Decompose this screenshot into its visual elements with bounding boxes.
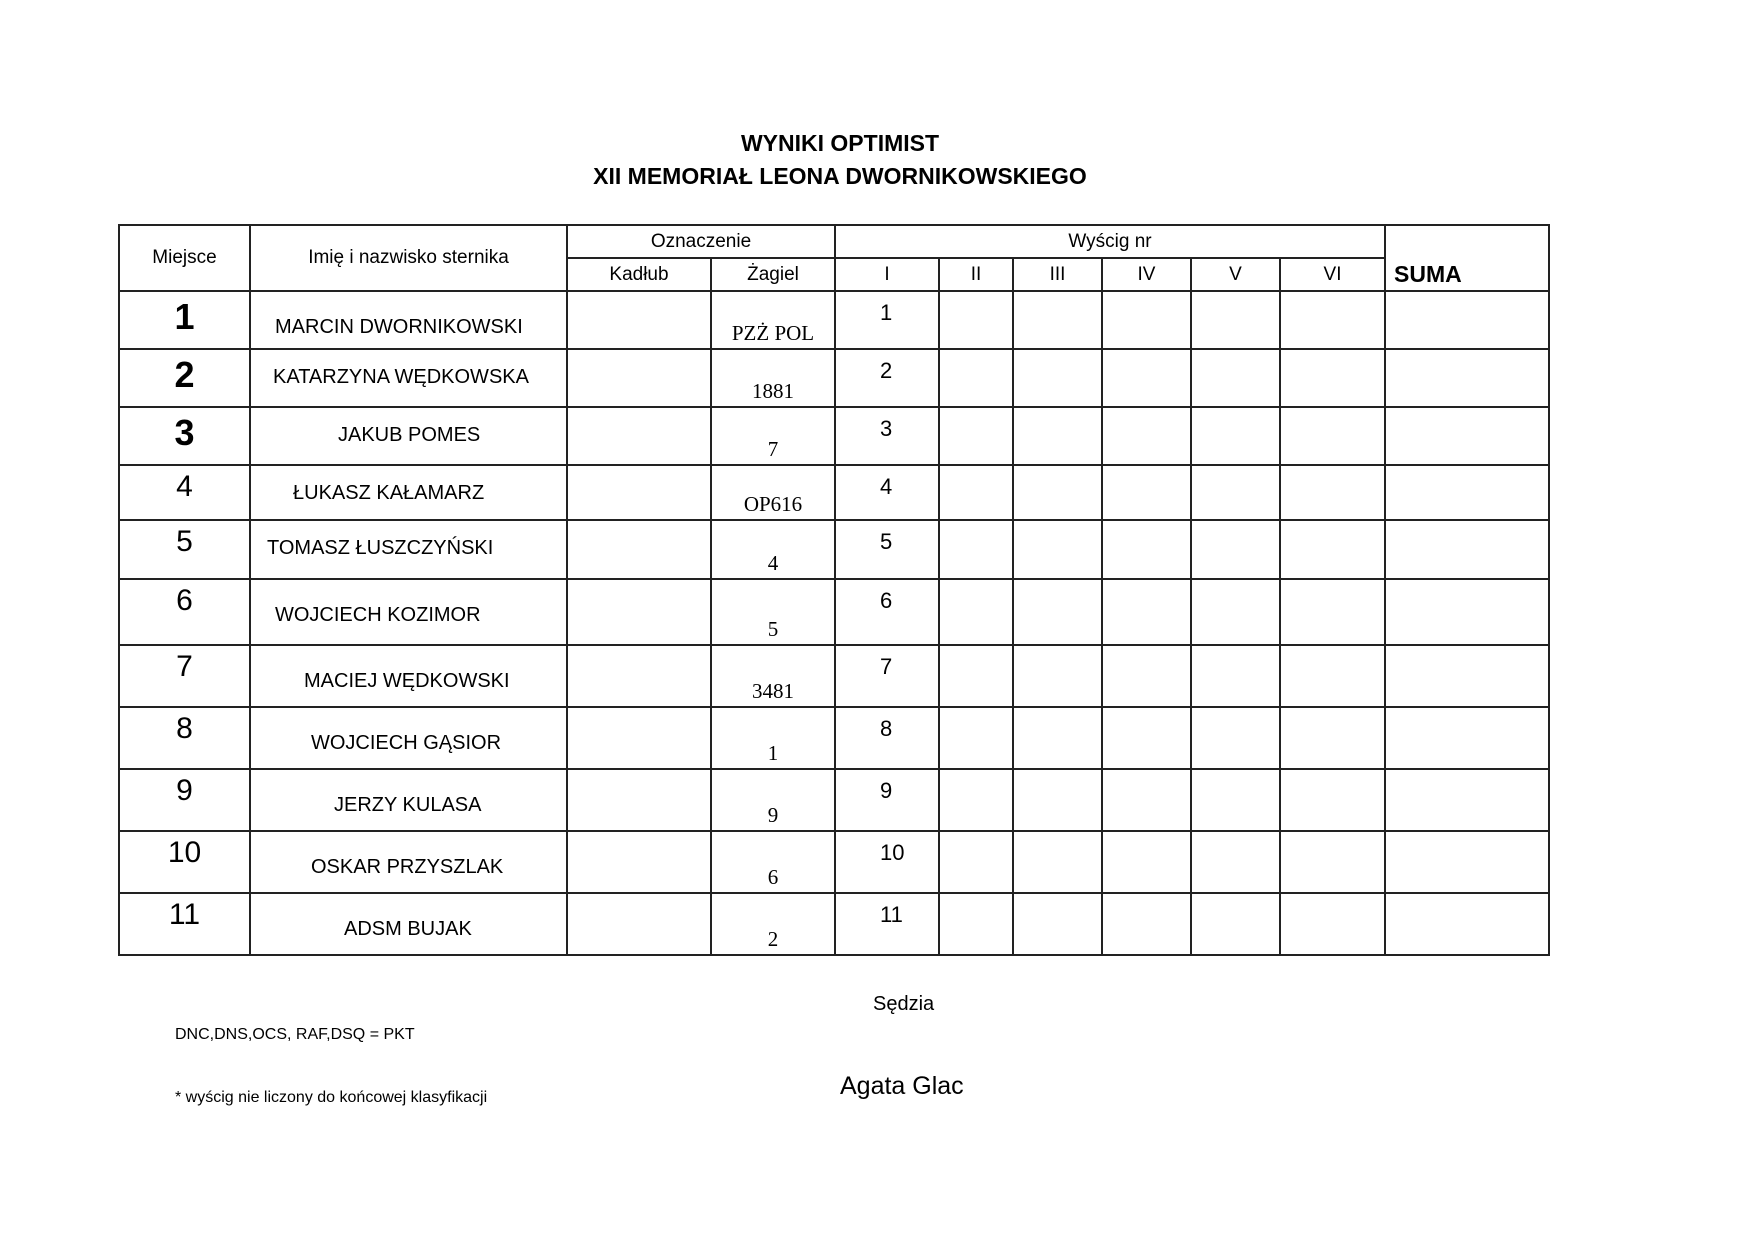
race-iii-cell bbox=[1013, 291, 1102, 349]
table-row bbox=[119, 769, 1549, 831]
header-name: Imię i nazwisko sternika bbox=[250, 225, 567, 291]
race-ii-cell bbox=[939, 407, 1013, 465]
helmsman-name: MARCIN DWORNIKOWSKI bbox=[275, 316, 523, 338]
hull-cell bbox=[567, 831, 711, 893]
name-cell bbox=[250, 893, 567, 955]
sum-cell bbox=[1385, 349, 1549, 407]
race-v-cell bbox=[1191, 465, 1280, 520]
race-ii-cell bbox=[939, 291, 1013, 349]
header-race-vi: VI bbox=[1280, 258, 1385, 291]
place-cell: 3 bbox=[119, 407, 250, 465]
race-vi-cell bbox=[1280, 349, 1385, 407]
table-row bbox=[119, 291, 1549, 349]
sum-cell bbox=[1385, 407, 1549, 465]
helmsman-name: MACIEJ WĘDKOWSKI bbox=[304, 670, 510, 692]
sail-cell: 2 bbox=[711, 893, 835, 955]
hull-cell bbox=[567, 349, 711, 407]
race-i-cell: 1 bbox=[835, 291, 939, 349]
place-cell: 11 bbox=[119, 893, 250, 955]
table-row bbox=[119, 407, 1549, 465]
race-vi-cell bbox=[1280, 893, 1385, 955]
race-iii-cell bbox=[1013, 465, 1102, 520]
place-cell: 2 bbox=[119, 349, 250, 407]
sum-cell bbox=[1385, 893, 1549, 955]
header-race-ii: II bbox=[939, 258, 1013, 291]
race-i-cell: 5 bbox=[835, 520, 939, 579]
sail-cell: 1881 bbox=[711, 349, 835, 407]
race-iv-cell bbox=[1102, 407, 1191, 465]
race-vi-cell bbox=[1280, 291, 1385, 349]
sum-cell bbox=[1385, 291, 1549, 349]
race-vi-cell bbox=[1280, 707, 1385, 769]
race-vi-cell bbox=[1280, 769, 1385, 831]
race-v-cell bbox=[1191, 579, 1280, 645]
race-ii-cell bbox=[939, 465, 1013, 520]
race-v-cell bbox=[1191, 831, 1280, 893]
place-cell: 8 bbox=[119, 707, 250, 769]
sum-cell bbox=[1385, 645, 1549, 707]
race-i-cell: 2 bbox=[835, 349, 939, 407]
helmsman-name: JERZY KULASA bbox=[334, 794, 482, 816]
hull-cell bbox=[567, 407, 711, 465]
place-cell: 9 bbox=[119, 769, 250, 831]
race-ii-cell bbox=[939, 893, 1013, 955]
name-cell bbox=[250, 291, 567, 349]
header-place: Miejsce bbox=[119, 225, 250, 291]
race-ii-cell bbox=[939, 349, 1013, 407]
helmsman-name: OSKAR PRZYSZLAK bbox=[311, 856, 504, 878]
race-i-cell: 3 bbox=[835, 407, 939, 465]
race-ii-cell bbox=[939, 831, 1013, 893]
name-cell bbox=[250, 349, 567, 407]
race-vi-cell bbox=[1280, 465, 1385, 520]
race-iii-cell bbox=[1013, 645, 1102, 707]
race-iii-cell bbox=[1013, 893, 1102, 955]
header-sail: Żagiel bbox=[711, 258, 835, 291]
sum-cell bbox=[1385, 707, 1549, 769]
race-iii-cell bbox=[1013, 579, 1102, 645]
table-row bbox=[119, 893, 1549, 955]
race-iii-cell bbox=[1013, 520, 1102, 579]
name-cell bbox=[250, 645, 567, 707]
race-iii-cell bbox=[1013, 349, 1102, 407]
place-cell: 4 bbox=[119, 465, 250, 520]
hull-cell bbox=[567, 645, 711, 707]
header-marking: Oznaczenie bbox=[567, 225, 835, 258]
sail-cell: PZŻ POL bbox=[711, 291, 835, 349]
name-cell bbox=[250, 707, 567, 769]
race-v-cell bbox=[1191, 349, 1280, 407]
header-race-iv: IV bbox=[1102, 258, 1191, 291]
race-i-cell: 8 bbox=[835, 707, 939, 769]
race-iv-cell bbox=[1102, 349, 1191, 407]
table-row bbox=[119, 831, 1549, 893]
race-vi-cell bbox=[1280, 407, 1385, 465]
race-vi-cell bbox=[1280, 520, 1385, 579]
race-v-cell bbox=[1191, 893, 1280, 955]
helmsman-name: ADSM BUJAK bbox=[344, 918, 472, 940]
hull-cell bbox=[567, 707, 711, 769]
place-cell: 1 bbox=[119, 291, 250, 349]
name-cell bbox=[250, 769, 567, 831]
name-cell bbox=[250, 520, 567, 579]
asterisk-note: * wyścig nie liczony do końcowej klasyfikacji bbox=[175, 1089, 488, 1106]
header-race-iii: III bbox=[1013, 258, 1102, 291]
race-i-cell: 9 bbox=[835, 769, 939, 831]
judge-name: Agata Glac bbox=[840, 1072, 964, 1100]
hull-cell bbox=[567, 465, 711, 520]
document-title: WYNIKI OPTIMIST bbox=[740, 130, 940, 156]
race-iv-cell bbox=[1102, 769, 1191, 831]
place-cell: 7 bbox=[119, 645, 250, 707]
sail-cell: 4 bbox=[711, 520, 835, 579]
sail-cell: 7 bbox=[711, 407, 835, 465]
place-cell: 10 bbox=[119, 831, 250, 893]
hull-cell bbox=[567, 291, 711, 349]
sail-cell: 3481 bbox=[711, 645, 835, 707]
table-row bbox=[119, 349, 1549, 407]
sum-cell bbox=[1385, 831, 1549, 893]
race-iv-cell bbox=[1102, 465, 1191, 520]
name-cell bbox=[250, 465, 567, 520]
document-subtitle: XII MEMORIAŁ LEONA DWORNIKOWSKIEGO bbox=[593, 163, 1087, 189]
hull-cell bbox=[567, 769, 711, 831]
race-iii-cell bbox=[1013, 407, 1102, 465]
race-iii-cell bbox=[1013, 831, 1102, 893]
helmsman-name: WOJCIECH KOZIMOR bbox=[275, 604, 481, 626]
race-ii-cell bbox=[939, 645, 1013, 707]
race-v-cell bbox=[1191, 520, 1280, 579]
helmsman-name: JAKUB POMES bbox=[338, 424, 481, 446]
race-ii-cell bbox=[939, 579, 1013, 645]
place-cell: 5 bbox=[119, 520, 250, 579]
results-table bbox=[118, 224, 1550, 956]
table-row bbox=[119, 645, 1549, 707]
race-v-cell bbox=[1191, 645, 1280, 707]
race-ii-cell bbox=[939, 769, 1013, 831]
header-sum: SUMA bbox=[1385, 225, 1549, 291]
race-ii-cell bbox=[939, 707, 1013, 769]
race-i-cell: 4 bbox=[835, 465, 939, 520]
race-i-cell: 6 bbox=[835, 579, 939, 645]
header-race: Wyścig nr bbox=[835, 225, 1385, 258]
race-iv-cell bbox=[1102, 520, 1191, 579]
sail-cell: 6 bbox=[711, 831, 835, 893]
race-iv-cell bbox=[1102, 645, 1191, 707]
race-iv-cell bbox=[1102, 831, 1191, 893]
name-cell bbox=[250, 407, 567, 465]
race-v-cell bbox=[1191, 769, 1280, 831]
race-v-cell bbox=[1191, 291, 1280, 349]
race-iii-cell bbox=[1013, 769, 1102, 831]
name-cell bbox=[250, 579, 567, 645]
codes-note: DNC,DNS,OCS, RAF,DSQ = PKT bbox=[175, 1026, 415, 1043]
race-iv-cell bbox=[1102, 707, 1191, 769]
helmsman-name: TOMASZ ŁUSZCZYŃSKI bbox=[267, 537, 494, 559]
race-i-cell: 7 bbox=[835, 645, 939, 707]
table-row bbox=[119, 520, 1549, 579]
sail-cell: 9 bbox=[711, 769, 835, 831]
hull-cell bbox=[567, 893, 711, 955]
name-cell bbox=[250, 831, 567, 893]
race-iii-cell bbox=[1013, 707, 1102, 769]
race-iv-cell bbox=[1102, 291, 1191, 349]
sum-cell bbox=[1385, 579, 1549, 645]
race-ii-cell bbox=[939, 520, 1013, 579]
table-row bbox=[119, 465, 1549, 520]
header-hull: Kadłub bbox=[567, 258, 711, 291]
table-row bbox=[119, 707, 1549, 769]
helmsman-name: ŁUKASZ KAŁAMARZ bbox=[293, 482, 485, 504]
hull-cell bbox=[567, 520, 711, 579]
hull-cell bbox=[567, 579, 711, 645]
sum-cell bbox=[1385, 769, 1549, 831]
helmsman-name: WOJCIECH GĄSIOR bbox=[311, 732, 502, 754]
race-v-cell bbox=[1191, 407, 1280, 465]
sail-cell: 1 bbox=[711, 707, 835, 769]
sail-cell: 5 bbox=[711, 579, 835, 645]
header-race-i: I bbox=[835, 258, 939, 291]
race-i-cell: 10 bbox=[835, 831, 939, 893]
race-vi-cell bbox=[1280, 579, 1385, 645]
race-i-cell: 11 bbox=[835, 893, 939, 955]
place-cell: 6 bbox=[119, 579, 250, 645]
race-v-cell bbox=[1191, 707, 1280, 769]
sail-cell: OP616 bbox=[711, 465, 835, 520]
race-iv-cell bbox=[1102, 893, 1191, 955]
helmsman-name: KATARZYNA WĘDKOWSKA bbox=[273, 366, 529, 388]
judge-label: Sędzia bbox=[873, 993, 935, 1015]
race-vi-cell bbox=[1280, 831, 1385, 893]
sum-cell bbox=[1385, 465, 1549, 520]
race-vi-cell bbox=[1280, 645, 1385, 707]
header-race-v: V bbox=[1191, 258, 1280, 291]
sum-cell bbox=[1385, 520, 1549, 579]
table-row bbox=[119, 579, 1549, 645]
race-iv-cell bbox=[1102, 579, 1191, 645]
